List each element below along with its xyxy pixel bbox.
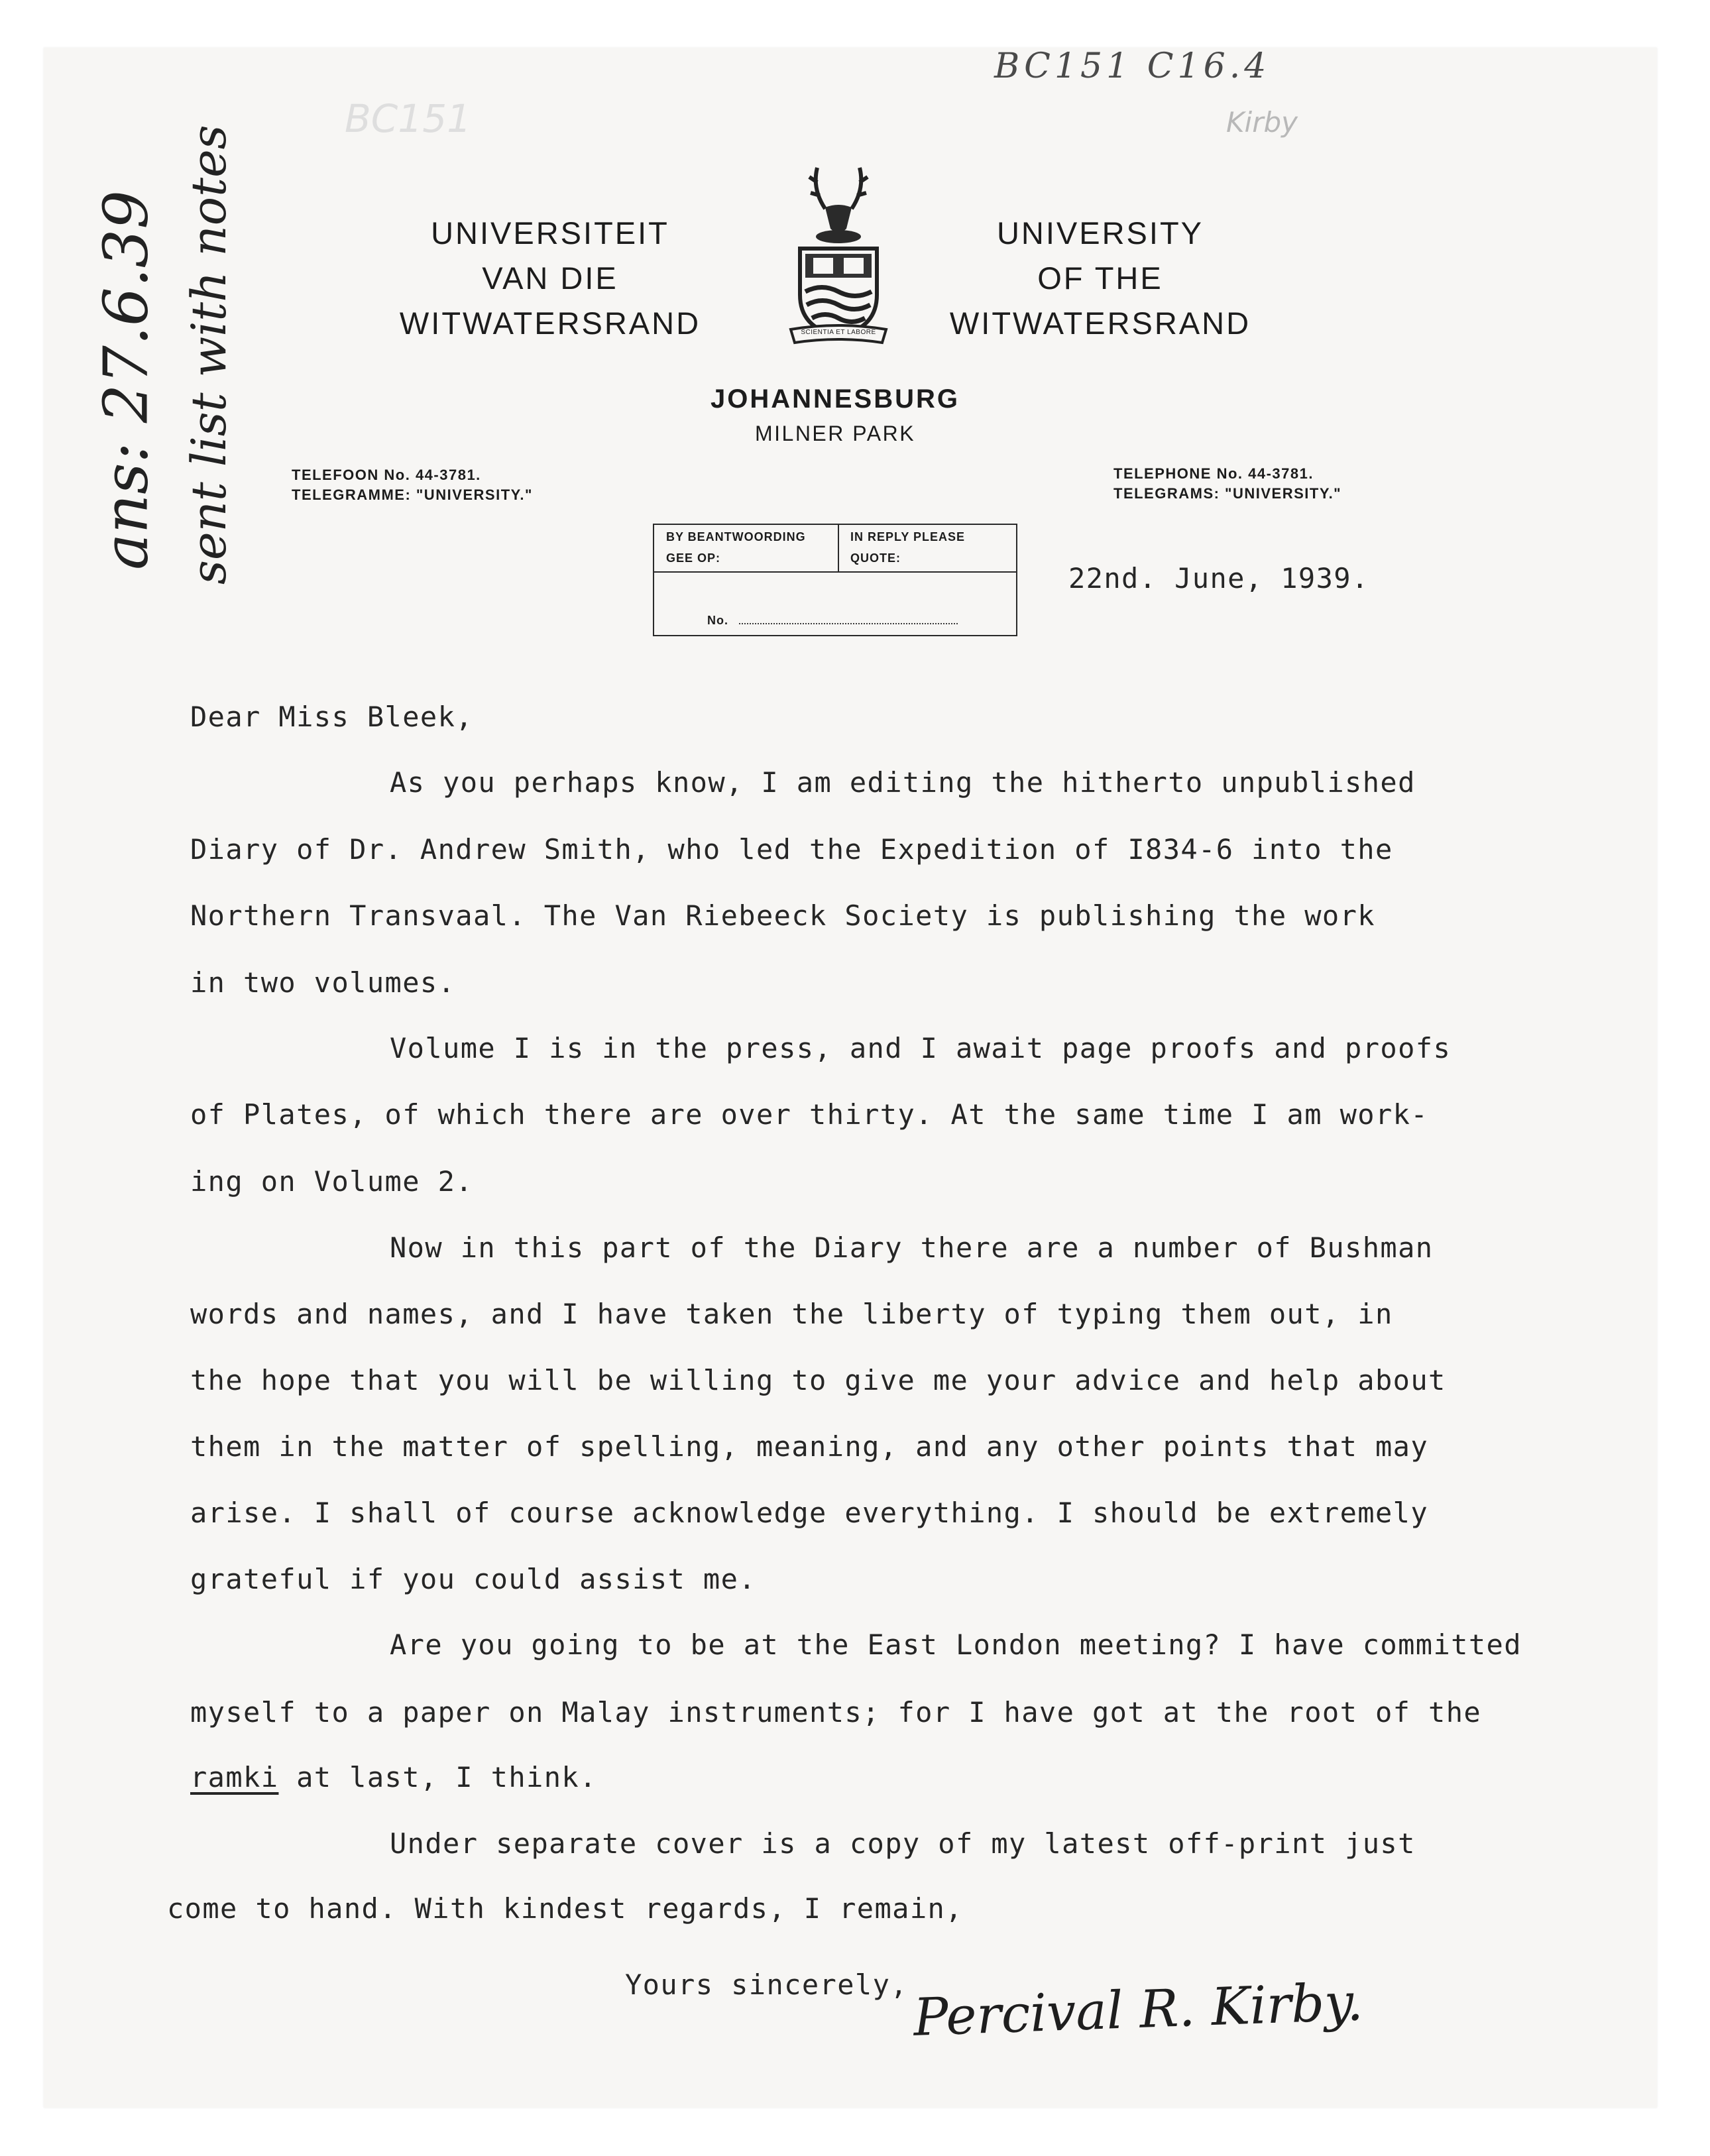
telephone-line: TELEPHONE No. 44-3781. — [1113, 465, 1314, 482]
body-line-3: Northern Transvaal. The Van Riebeeck Society is publishing the work — [190, 899, 1375, 932]
reply-box-divider-horizontal — [654, 571, 1016, 573]
archive-pencil-name: Kirby — [1226, 106, 1298, 139]
body-line-2: Diary of Dr. Andrew Smith, who led the Expedition of I834-6 into the — [190, 833, 1393, 866]
telefoon-line: TELEFOON No. 44-3781. — [292, 467, 481, 483]
letterhead-afrikaans — [378, 211, 722, 346]
letterhead-afrikaans-line2: VAN DIE — [482, 260, 618, 296]
letterhead-english-line2: OF THE — [1037, 260, 1163, 296]
reply-reference-box — [653, 524, 1017, 636]
body-line-13: grateful if you could assist me. — [190, 1563, 756, 1595]
body-line-16 — [190, 1761, 597, 1793]
salutation: Dear Miss Bleek, — [190, 701, 473, 733]
letterhead-afrikaans-line1: UNIVERSITEIT — [431, 215, 669, 251]
university-crest-icon — [785, 162, 891, 348]
letterhead-english-line1: UNIVERSITY — [996, 215, 1204, 251]
reply-box-english-1: IN REPLY PLEASE — [850, 530, 966, 543]
closing: Yours sincerely, — [625, 1968, 908, 2001]
body-line-1: As you perhaps know, I am editing the hitherto unpublished — [390, 766, 1416, 799]
body-line-7: ing on Volume 2. — [190, 1165, 473, 1198]
letterhead-english — [925, 211, 1276, 346]
telegramme-line: TELEGRAMME: "UNIVERSITY." — [292, 486, 533, 503]
signature: Percival R. Kirby. — [912, 1972, 1364, 2048]
body-line-9: words and names, and I have taken the liberty of typing them out, in — [190, 1298, 1393, 1330]
body-line-17: Under separate cover is a copy of my latest off-print just — [390, 1827, 1416, 1860]
archive-reference: BC151 C16.4 — [994, 46, 1271, 86]
telephone-english — [1113, 464, 1341, 504]
body-line-6: of Plates, of which there are over thirty. At the same time I am work- — [190, 1098, 1429, 1131]
body-line-16-rest: at last, I think. — [296, 1761, 597, 1793]
letter-page — [44, 48, 1657, 2108]
telegrams-line: TELEGRAMS: "UNIVERSITY." — [1113, 485, 1342, 502]
letter-date: 22nd. June, 1939. — [1068, 562, 1369, 595]
letterhead-english-line3: WITWATERSRAND — [949, 306, 1251, 341]
body-line-11: them in the matter of spelling, meaning, and any other points that may — [190, 1430, 1429, 1463]
body-line-12: arise. I shall of course acknowledge everything. I should be extremely — [190, 1497, 1429, 1529]
body-line-18: come to hand. With kindest regards, I remain, — [167, 1892, 963, 1925]
reply-box-divider-vertical — [838, 525, 839, 571]
body-line-14: Are you going to be at the East London meeting? I have committed — [390, 1628, 1522, 1661]
body-line-10: the hope that you will be willing to give me your advice and help about — [190, 1364, 1446, 1396]
reply-box-number-label: No. — [707, 614, 728, 627]
reply-box-number-line — [739, 623, 958, 624]
margin-note-line1: ans: 27.6.39 — [90, 190, 162, 570]
ramki-word: ramki — [190, 1761, 279, 1793]
margin-note-line2: sent list with notes — [181, 125, 237, 585]
letterhead-afrikaans-line3: WITWATERSRAND — [399, 306, 701, 341]
body-line-15: myself to a paper on Malay instruments; for I have got at the root of the — [190, 1696, 1482, 1729]
letterhead-city: JOHANNESBURG — [710, 384, 960, 414]
reply-box-afrikaans-2: GEE OP: — [666, 551, 721, 565]
letterhead-suburb: MILNER PARK — [754, 422, 916, 445]
body-line-4: in two volumes. — [190, 966, 456, 999]
reply-box-english-2: QUOTE: — [850, 551, 901, 565]
body-line-5: Volume I is in the press, and I await page proofs and proofs — [390, 1032, 1452, 1064]
reply-box-afrikaans-1: BY BEANTWOORDING — [666, 530, 806, 543]
crest-motto: SCIENTIA ET LABORE — [801, 329, 876, 336]
archive-pencil-reference: BC151 — [345, 96, 471, 141]
body-line-8: Now in this part of the Diary there are a number of Bushman — [390, 1231, 1434, 1264]
telephone-afrikaans — [292, 465, 533, 505]
